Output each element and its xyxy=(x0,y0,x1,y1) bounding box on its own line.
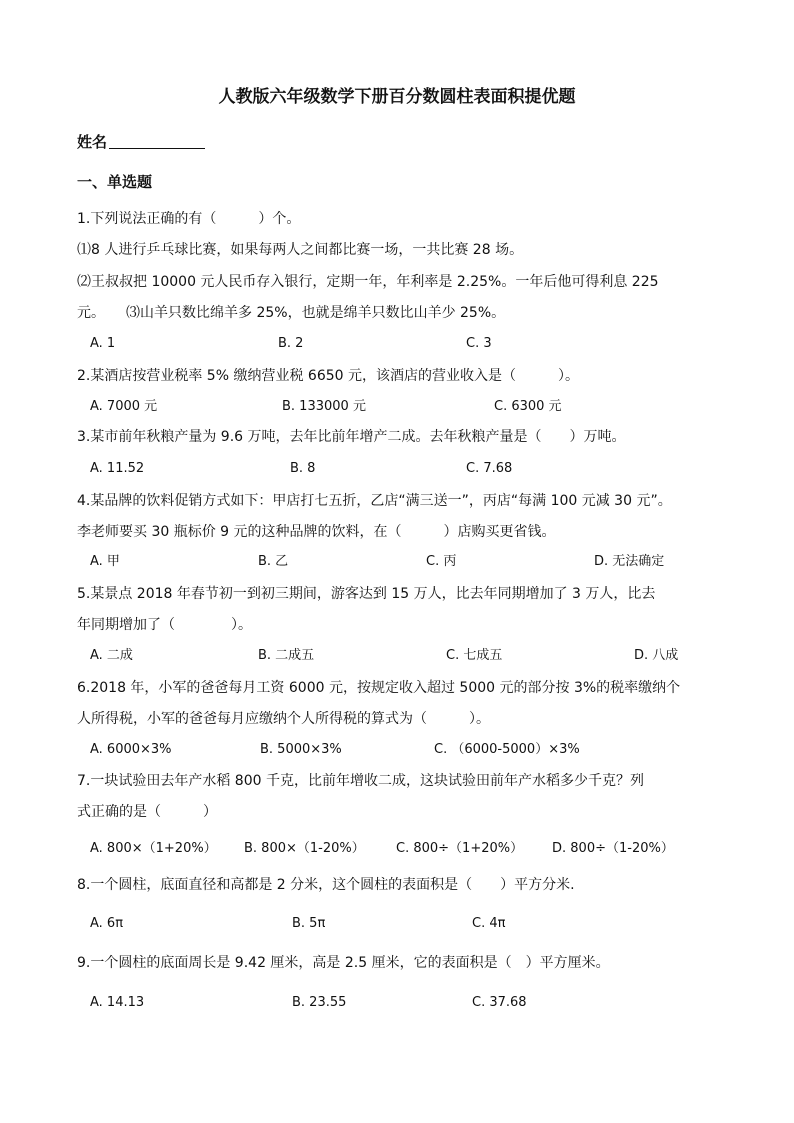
q6-option-a: A. 6000×3% xyxy=(90,742,172,757)
q8-option-c: C. 4π xyxy=(472,916,506,931)
q5-option-b: B. 二成五 xyxy=(258,648,315,663)
q1-option-c: C. 3 xyxy=(466,336,492,351)
question-6-stem: 6.2018 年，小军的爸爸每月工资 6000 元，按规定收入超过 5000 元的部分按 3%的税率缴纳个 xyxy=(77,680,681,696)
question-5-stem-2: 年同期增加了（ ）。 xyxy=(77,617,252,633)
question-7-stem-2: 式正确的是（ ） xyxy=(77,804,217,820)
q5-option-a: A. 二成 xyxy=(90,648,133,663)
q2-option-c: C. 6300 元 xyxy=(494,399,562,414)
name-label: 姓名 xyxy=(77,133,108,151)
q3-option-c: C. 7.68 xyxy=(466,461,513,476)
q2-option-b: B. 133000 元 xyxy=(282,399,366,414)
q4-option-c: C. 丙 xyxy=(426,554,457,569)
question-1-stem: 1.下列说法正确的有（ ）个。 xyxy=(77,211,301,227)
question-3-stem: 3.某市前年秋粮产量为 9.6 万吨，去年比前年增产二成。去年秋粮产量是（ ）万吨。 xyxy=(77,429,626,445)
question-7-stem: 7.一块试验田去年产水稻 800 千克，比前年增收二成，这块试验田前年产水稻多少千克？列 xyxy=(77,773,644,789)
q7-option-c: C. 800÷（1+20%） xyxy=(396,841,524,856)
question-1-statement-2: ⑵王叔叔把 10000 元人民币存入银行，定期一年，年利率是 2.25%。一年后他可得利息 225 xyxy=(77,274,659,290)
q4-option-a: A. 甲 xyxy=(90,554,120,569)
name-blank-line xyxy=(109,132,205,149)
q5-option-c: C. 七成五 xyxy=(446,648,503,663)
q2-option-a: A. 7000 元 xyxy=(90,399,158,414)
q8-option-a: A. 6π xyxy=(90,916,124,931)
question-1-statement-1: ⑴8 人进行乒乓球比赛，如果每两人之间都比赛一场，一共比赛 28 场。 xyxy=(77,242,524,258)
question-2-stem: 2.某酒店按营业税率 5% 缴纳营业税 6650 元，该酒店的营业收入是（ ）。 xyxy=(77,368,579,384)
q5-option-d: D. 八成 xyxy=(634,648,679,663)
name-field xyxy=(77,131,205,153)
section-title: 一、单选题 xyxy=(77,173,153,191)
question-6-stem-2: 人所得税，小军的爸爸每月应缴纳个人所得税的算式为（ ）。 xyxy=(77,711,490,727)
q9-option-b: B. 23.55 xyxy=(292,995,347,1010)
q4-option-b: B. 乙 xyxy=(258,554,289,569)
q6-option-b: B. 5000×3% xyxy=(260,742,342,757)
q9-option-a: A. 14.13 xyxy=(90,995,145,1010)
page-title: 人教版六年级数学下册百分数圆柱表面积提优题 xyxy=(218,87,576,107)
q8-option-b: B. 5π xyxy=(292,916,326,931)
question-4-stem-2: 李老师要买 30 瓶标价 9 元的这种品牌的饮料，在（ ）店购买更省钱。 xyxy=(77,524,556,540)
q9-option-c: C. 37.68 xyxy=(472,995,527,1010)
q1-option-b: B. 2 xyxy=(278,336,304,351)
q4-option-d: D. 无法确定 xyxy=(594,554,665,569)
question-8-stem: 8.一个圆柱，底面直径和高都是 2 分米，这个圆柱的表面积是（ ）平方分米. xyxy=(77,877,575,893)
q3-option-a: A. 11.52 xyxy=(90,461,145,476)
q6-option-c: C. （6000-5000）×3% xyxy=(434,742,580,757)
q1-option-a: A. 1 xyxy=(90,336,116,351)
q7-option-b: B. 800×（1-20%） xyxy=(244,841,365,856)
question-9-stem: 9.一个圆柱的底面周长是 9.42 厘米，高是 2.5 厘米，它的表面积是（ ）平方厘米。 xyxy=(77,955,610,971)
q3-option-b: B. 8 xyxy=(290,461,316,476)
question-1-statement-2-3: 元。 ⑶山羊只数比绵羊多 25%，也就是绵羊只数比山羊少 25%。 xyxy=(77,305,506,321)
q7-option-a: A. 800×（1+20%） xyxy=(90,841,217,856)
question-5-stem: 5.某景点 2018 年春节初一到初三期间，游客达到 15 万人，比去年同期增加了 3 万人，比去 xyxy=(77,586,656,602)
q7-option-d: D. 800÷（1-20%） xyxy=(552,841,674,856)
question-4-stem: 4.某品牌的饮料促销方式如下：甲店打七五折，乙店“满三送一”，丙店“每满 100 元减 30 元”。 xyxy=(77,493,672,509)
